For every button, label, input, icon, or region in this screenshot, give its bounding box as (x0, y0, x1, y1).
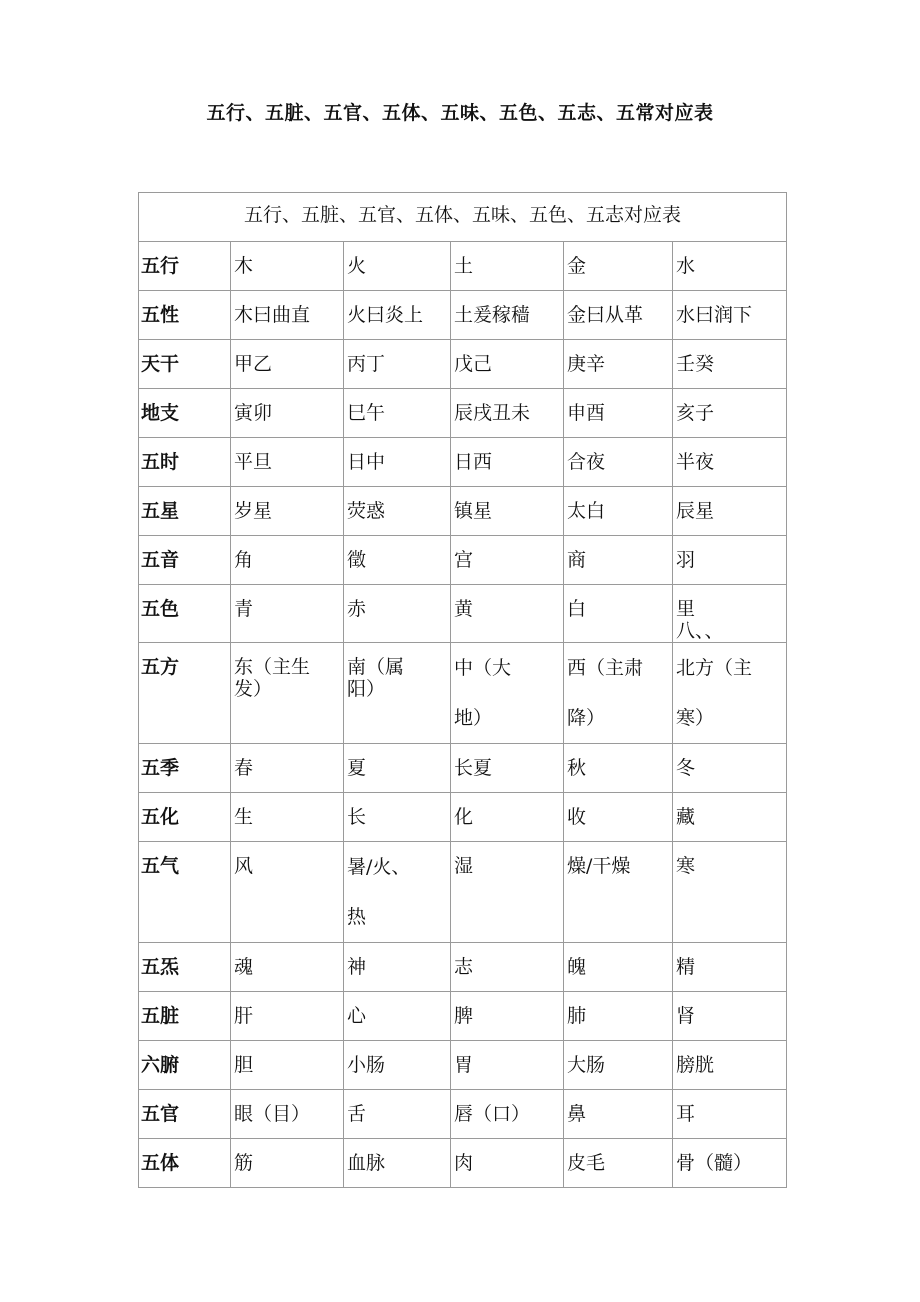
row-header-cell (139, 242, 231, 291)
cell-value: 肾 (676, 1005, 696, 1027)
table-cell (231, 793, 344, 842)
table-cell (344, 793, 451, 842)
row-header: 五炁 (141, 956, 180, 978)
table-cell (451, 943, 564, 992)
table-cell (231, 643, 344, 744)
table-cell (673, 291, 787, 340)
cell-value: 湿 (454, 855, 474, 877)
table-cell (344, 1139, 451, 1188)
row-header: 五行 (141, 255, 180, 277)
table-cell (231, 943, 344, 992)
table-cell (344, 943, 451, 992)
table-cell (451, 585, 564, 643)
row-header-cell (139, 389, 231, 438)
cell-value: 神 (347, 956, 367, 978)
row-header: 天干 (141, 353, 180, 375)
table-cell (231, 585, 344, 643)
table-cell (564, 340, 673, 389)
table-cell (564, 992, 673, 1041)
row-header-cell (139, 793, 231, 842)
page-title: 五行、五脏、五官、五体、五味、五色、五志、五常对应表 (206, 102, 714, 124)
cell-value: 白 (567, 598, 587, 620)
row-header: 五时 (141, 451, 180, 473)
table-cell (231, 1139, 344, 1188)
cell-value: 水 (676, 255, 696, 277)
cell-value: 商 (567, 549, 587, 571)
row-header: 五色 (141, 598, 180, 620)
table-cell (344, 291, 451, 340)
cell-value: 心 (347, 1005, 367, 1027)
row-header-cell (139, 585, 231, 643)
table-cell (564, 389, 673, 438)
table-cell (673, 389, 787, 438)
cell-value: 中（大 地） (454, 657, 512, 729)
table-cell (344, 585, 451, 643)
cell-value: 羽 (676, 549, 696, 571)
table-cell (673, 643, 787, 744)
table-row (139, 242, 787, 291)
table-cell (564, 242, 673, 291)
cell-value: 西（主肃 降） (567, 657, 644, 729)
cell-value: 皮毛 (567, 1152, 606, 1174)
cell-value: 化 (454, 806, 474, 828)
table-cell (673, 943, 787, 992)
row-header: 五音 (141, 549, 180, 571)
table-row (139, 744, 787, 793)
table-cell (451, 340, 564, 389)
cell-value: 血脉 (347, 1152, 386, 1174)
cell-value: 脾 (454, 1005, 474, 1027)
table-cell (231, 842, 344, 943)
row-header-cell (139, 1090, 231, 1139)
cell-value: 北方（主 寒） (676, 657, 753, 729)
table-cell (673, 1090, 787, 1139)
cell-value: 庚辛 (567, 353, 606, 375)
table-cell (451, 1139, 564, 1188)
row-header: 六腑 (141, 1054, 180, 1076)
row-header: 五体 (141, 1152, 180, 1174)
cell-value: 戊己 (454, 353, 493, 375)
row-header-cell (139, 487, 231, 536)
cell-value: 寅卯 (234, 402, 273, 424)
cell-value: 土 (454, 255, 474, 277)
cell-value: 木曰曲直 (234, 304, 311, 326)
cell-value: 荧惑 (347, 500, 386, 522)
cell-value: 魄 (567, 956, 587, 978)
table-cell (344, 1041, 451, 1090)
cell-value: 辰戌丑未 (454, 402, 531, 424)
row-header-cell (139, 340, 231, 389)
cell-value: 赤 (347, 598, 367, 620)
table-row (139, 340, 787, 389)
cell-value: 半夜 (676, 451, 715, 473)
table-cell (564, 487, 673, 536)
cell-value: 火 (347, 255, 367, 277)
row-header: 地支 (141, 402, 180, 424)
cell-value: 金 (567, 255, 587, 277)
table-row (139, 438, 787, 487)
cell-value: 黄 (454, 598, 474, 620)
correspondence-table (138, 192, 787, 1188)
table-cell (564, 1090, 673, 1139)
row-header-cell (139, 1041, 231, 1090)
table-cell (673, 536, 787, 585)
table-cell (231, 744, 344, 793)
row-header-cell (139, 744, 231, 793)
table-cell (451, 536, 564, 585)
cell-value: 寒 (676, 855, 696, 877)
row-header: 五方 (141, 656, 180, 678)
table-cell (344, 842, 451, 943)
table-cell (344, 992, 451, 1041)
cell-value: 长 (347, 806, 367, 828)
table-cell (564, 643, 673, 744)
table-cell (673, 842, 787, 943)
table-cell (344, 242, 451, 291)
table-cell (231, 536, 344, 585)
table-row (139, 943, 787, 992)
table-cell (231, 340, 344, 389)
cell-value: 肉 (454, 1152, 474, 1174)
cell-value: 日西 (454, 451, 493, 473)
cell-value: 暑/火、 热 (347, 856, 411, 928)
cell-value: 南（属 阳） (347, 656, 405, 700)
table-cell (344, 536, 451, 585)
table-cell (344, 1090, 451, 1139)
table-row (139, 536, 787, 585)
cell-value: 精 (676, 956, 696, 978)
table-cell (673, 487, 787, 536)
row-header-cell (139, 291, 231, 340)
table-row (139, 842, 787, 943)
cell-value: 金曰从革 (567, 304, 644, 326)
cell-value: 耳 (676, 1103, 696, 1125)
cell-value: 太白 (567, 500, 606, 522)
cell-value: 春 (234, 757, 254, 779)
row-header: 五脏 (141, 1005, 180, 1027)
table-cell (344, 643, 451, 744)
table-caption-text: 五行、五脏、五官、五体、五味、五色、五志对应表 (244, 204, 682, 226)
cell-value: 甲乙 (234, 353, 273, 375)
cell-value: 冬 (676, 757, 696, 779)
table-cell (451, 793, 564, 842)
table-cell (564, 536, 673, 585)
table-cell (564, 842, 673, 943)
table-row (139, 793, 787, 842)
table-cell (451, 487, 564, 536)
cell-value: 风 (234, 855, 254, 877)
cell-value: 水曰润下 (676, 304, 753, 326)
table-row (139, 389, 787, 438)
cell-value: 辰星 (676, 500, 715, 522)
cell-value: 舌 (347, 1103, 367, 1125)
row-header-cell (139, 842, 231, 943)
cell-value: 申酉 (567, 402, 606, 424)
row-header-cell (139, 1139, 231, 1188)
table-caption (139, 193, 787, 242)
cell-value: 角 (234, 549, 254, 571)
table-cell (231, 1041, 344, 1090)
row-header-cell (139, 643, 231, 744)
table-cell (344, 389, 451, 438)
table-cell (673, 992, 787, 1041)
table-cell (231, 291, 344, 340)
table-cell (673, 242, 787, 291)
cell-value: 小肠 (347, 1054, 386, 1076)
table-cell (564, 793, 673, 842)
cell-value: 日中 (347, 451, 386, 473)
cell-value: 秋 (567, 757, 587, 779)
row-header: 五星 (141, 500, 180, 522)
table-cell (344, 340, 451, 389)
table-row (139, 1041, 787, 1090)
cell-value: 肺 (567, 1005, 587, 1027)
table-row (139, 643, 787, 744)
table-cell (451, 1090, 564, 1139)
row-header-cell (139, 943, 231, 992)
row-header-cell (139, 992, 231, 1041)
cell-value: 丙丁 (347, 353, 386, 375)
table-cell (673, 585, 787, 643)
cell-value: 胆 (234, 1054, 254, 1076)
cell-value: 里 八、、 (676, 598, 724, 642)
table-cell (231, 487, 344, 536)
table-cell (451, 992, 564, 1041)
table-cell (564, 291, 673, 340)
table-cell (231, 242, 344, 291)
table-cell (344, 438, 451, 487)
cell-value: 骨（髓） (676, 1152, 753, 1174)
row-header: 五气 (141, 855, 180, 877)
cell-value: 青 (234, 598, 254, 620)
cell-value: 大肠 (567, 1054, 606, 1076)
cell-value: 长夏 (454, 757, 493, 779)
cell-value: 魂 (234, 956, 254, 978)
cell-value: 生 (234, 806, 254, 828)
cell-value: 膀胱 (676, 1054, 715, 1076)
table-cell (451, 744, 564, 793)
table-cell (673, 438, 787, 487)
table-row (139, 1139, 787, 1188)
table-cell (673, 744, 787, 793)
table-cell (451, 291, 564, 340)
table-cell (451, 1041, 564, 1090)
table-cell (564, 438, 673, 487)
table-cell (231, 389, 344, 438)
table-cell (344, 487, 451, 536)
row-header: 五化 (141, 806, 180, 828)
row-header: 五季 (141, 757, 180, 779)
table-cell (673, 1041, 787, 1090)
table-cell (451, 242, 564, 291)
table-cell (673, 340, 787, 389)
table-cell (451, 389, 564, 438)
table-cell (231, 438, 344, 487)
table-row (139, 992, 787, 1041)
cell-value: 收 (567, 806, 587, 828)
cell-value: 东（主生 发） (234, 656, 311, 700)
cell-value: 胃 (454, 1054, 474, 1076)
table-cell (564, 1139, 673, 1188)
cell-value: 志 (454, 956, 474, 978)
table-cell (564, 744, 673, 793)
table-row (139, 487, 787, 536)
table-cell (564, 943, 673, 992)
cell-value: 徵 (347, 549, 367, 571)
table-cell (231, 992, 344, 1041)
cell-value: 肝 (234, 1005, 254, 1027)
table-cell (344, 744, 451, 793)
table-cell (673, 1139, 787, 1188)
table-cell (673, 793, 787, 842)
cell-value: 壬癸 (676, 353, 715, 375)
cell-value: 藏 (676, 806, 696, 828)
cell-value: 合夜 (567, 451, 606, 473)
cell-value: 亥子 (676, 402, 715, 424)
cell-value: 巳午 (347, 402, 386, 424)
cell-value: 火曰炎上 (347, 304, 424, 326)
table-cell (451, 643, 564, 744)
table-cell (231, 1090, 344, 1139)
table-cell (451, 438, 564, 487)
table-row (139, 1090, 787, 1139)
table-cell (451, 842, 564, 943)
row-header: 五性 (141, 304, 180, 326)
table-row (139, 291, 787, 340)
cell-value: 平旦 (234, 451, 273, 473)
row-header-cell (139, 536, 231, 585)
row-header-cell (139, 438, 231, 487)
table-cell (564, 1041, 673, 1090)
cell-value: 宫 (454, 549, 474, 571)
cell-value: 眼（目） (234, 1103, 311, 1125)
table-cell (564, 585, 673, 643)
table-row (139, 585, 787, 643)
cell-value: 筋 (234, 1152, 254, 1174)
cell-value: 唇（口） (454, 1103, 531, 1125)
cell-value: 夏 (347, 757, 367, 779)
cell-value: 鼻 (567, 1103, 587, 1125)
cell-value: 镇星 (454, 500, 493, 522)
cell-value: 土爰稼穑 (454, 304, 531, 326)
row-header: 五官 (141, 1103, 180, 1125)
cell-value: 木 (234, 255, 254, 277)
cell-value: 岁星 (234, 500, 273, 522)
cell-value: 燥/干燥 (567, 855, 631, 877)
